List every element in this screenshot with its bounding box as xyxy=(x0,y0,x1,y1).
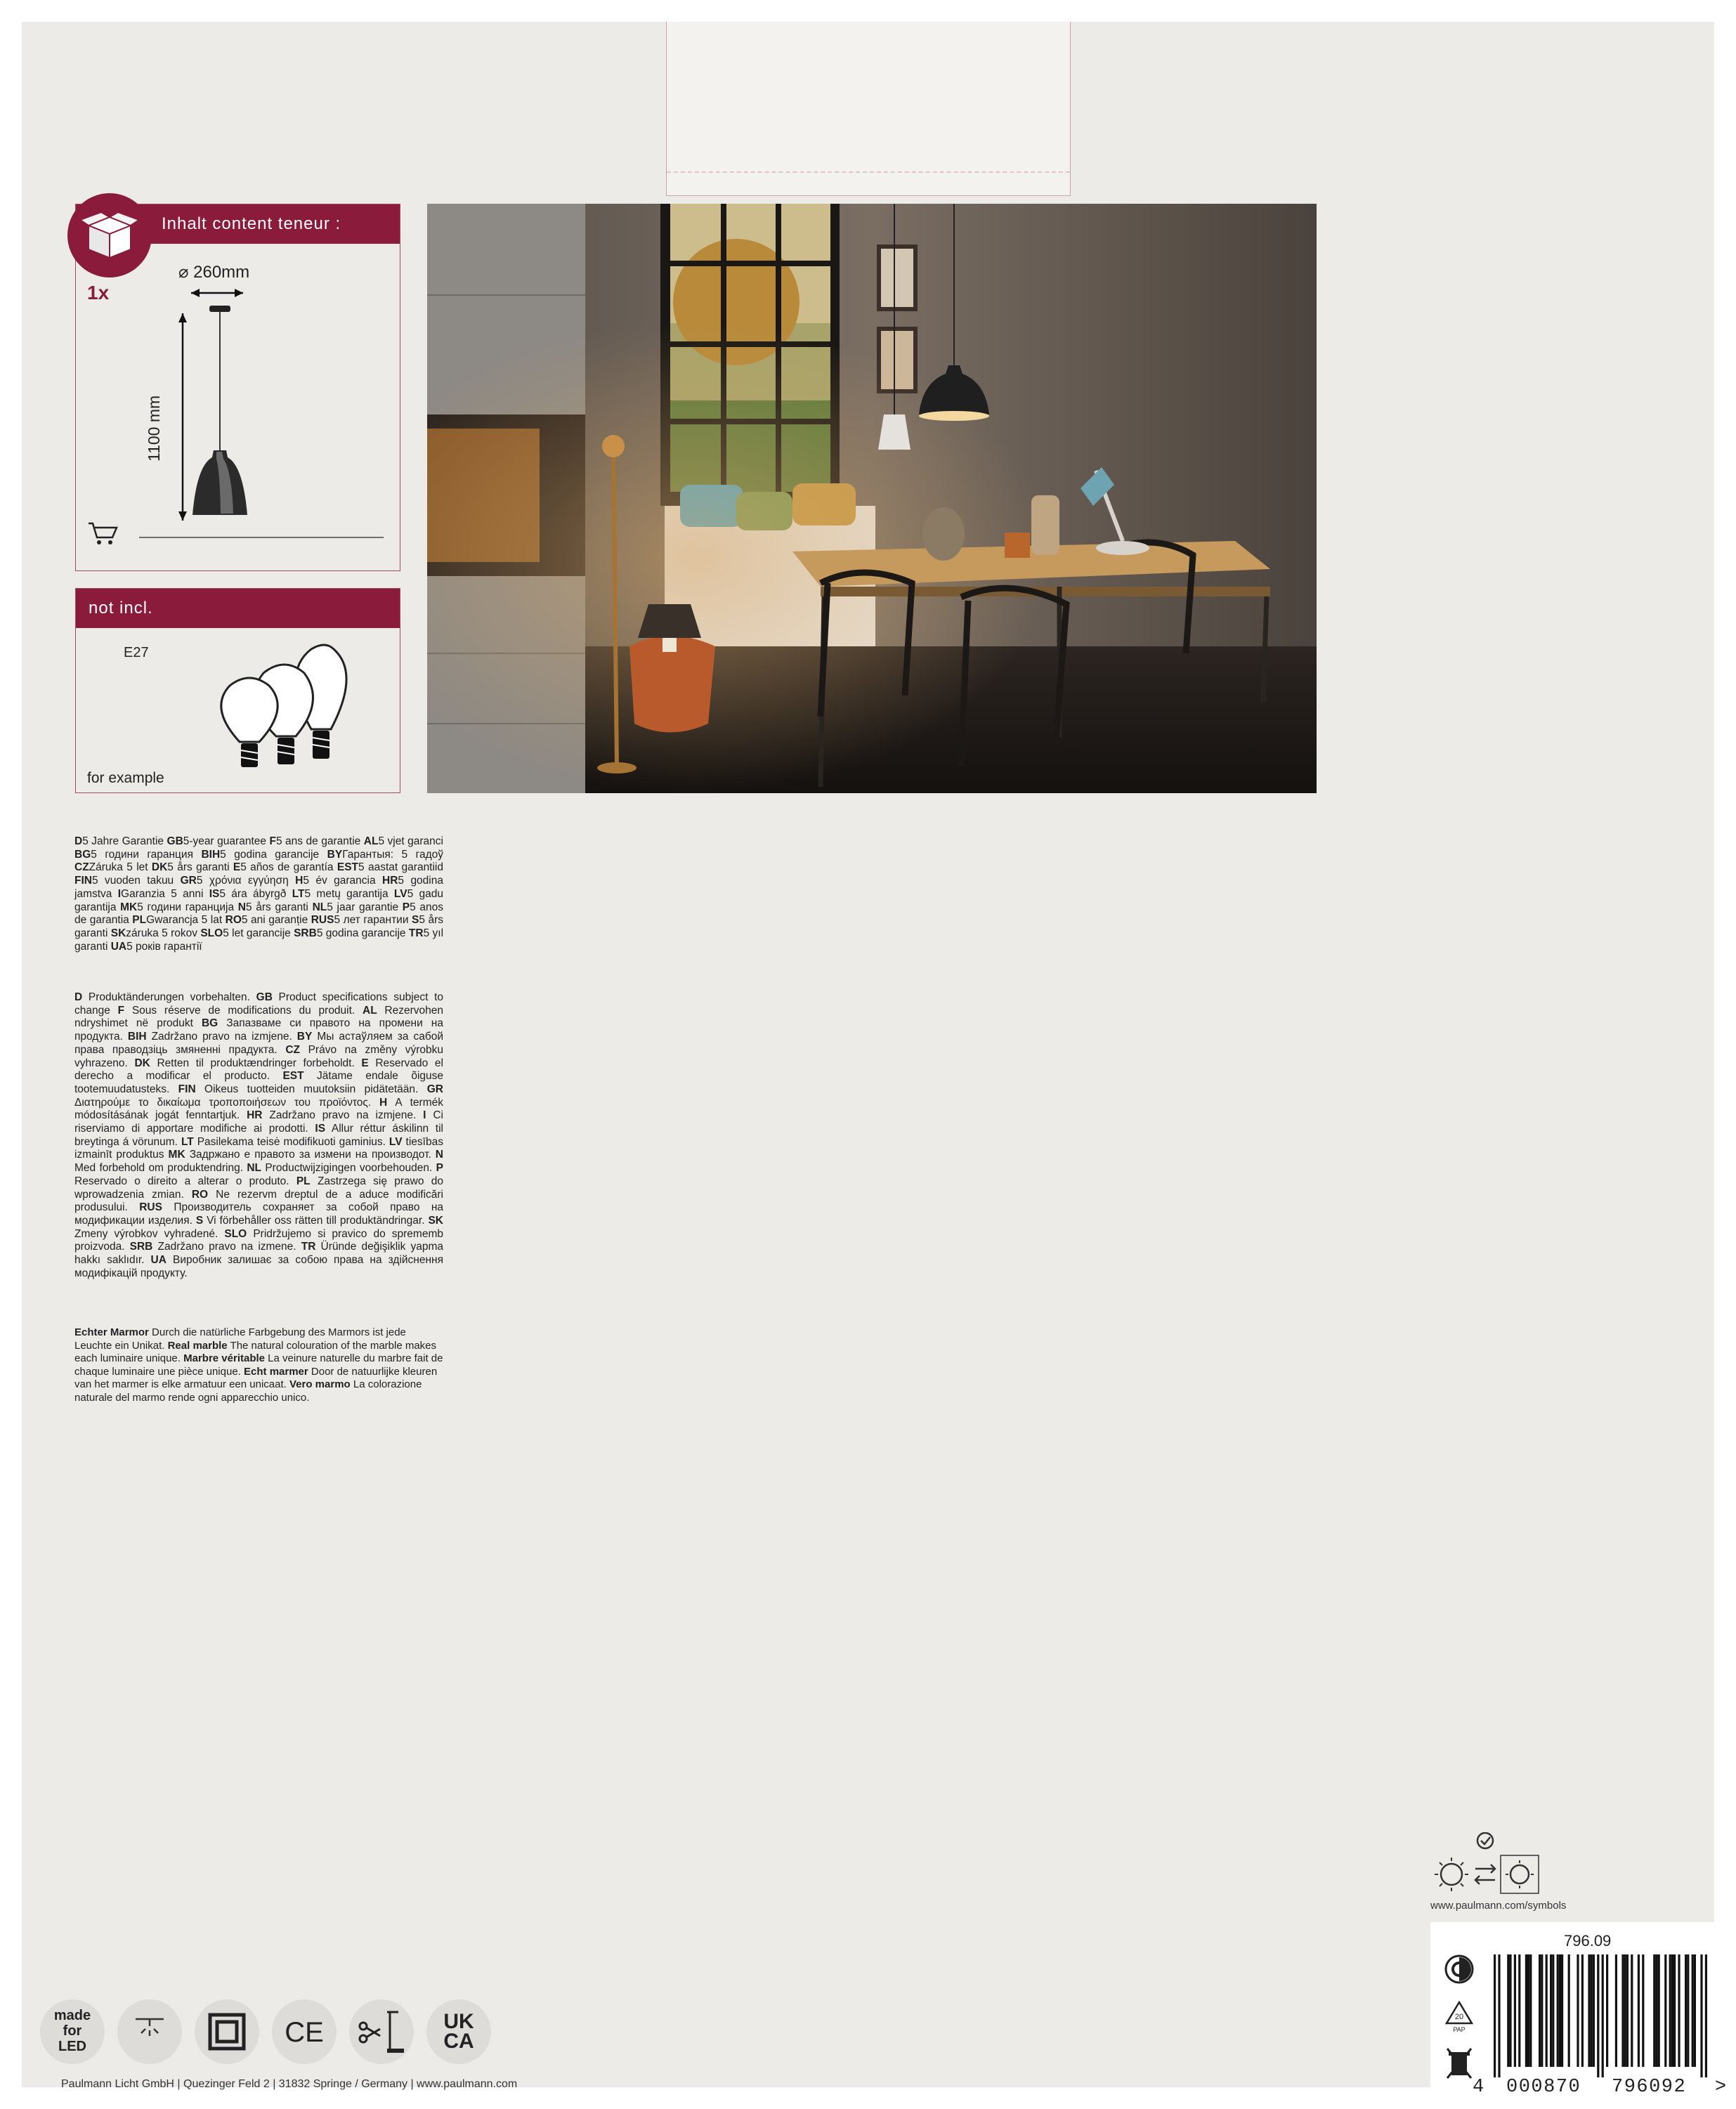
language-text: Allur réttur áskilinn til breytinga á vörunum. xyxy=(74,1123,443,1148)
language-code: DK xyxy=(134,1057,150,1069)
language-text: 5 års garanti xyxy=(245,901,313,913)
language-text: Durch die natürliche Farbgebung des Marmors ist jede Leuchte ein Unikat. xyxy=(74,1326,406,1352)
barcode-bar xyxy=(1494,1954,1496,2077)
language-code: HR xyxy=(247,1109,263,1122)
language-text: Door de natuurlijke kleuren van het marmer is elke armatuur een unicaat. xyxy=(74,1365,438,1390)
language-code: P xyxy=(436,1162,443,1175)
language-text: Pasilekama teisė modifikuoti gaminius. xyxy=(193,1135,389,1148)
language-text: La veinure naturelle du marbre fait de chaque luminaire une pièce unique. xyxy=(74,1352,443,1378)
height-dimension: 1100 mm xyxy=(145,395,163,462)
quantity: 1x xyxy=(87,282,110,303)
language-text: 5 gadu garantija xyxy=(74,887,443,913)
barcode-bar xyxy=(1559,1954,1561,2067)
language-text: 5 års garanti xyxy=(74,914,443,939)
language-code: BG xyxy=(201,1017,218,1030)
language-code: MK xyxy=(120,901,138,913)
barcode-bar xyxy=(1561,1954,1563,2067)
barcode-bar xyxy=(1638,1954,1640,2067)
language-text: Product specifications subject to change xyxy=(74,991,443,1017)
made-label: made xyxy=(53,2008,91,2023)
barcode-bar xyxy=(1664,1954,1666,2067)
language-text: Vi förbehåller oss rätten till produktändringar. xyxy=(203,1214,429,1227)
language-text: 5 років гарантії xyxy=(126,940,202,953)
language-text: 5 χρόνια εγγύηση xyxy=(196,875,296,887)
barcode-bar xyxy=(1498,1954,1500,2077)
barcode-bar xyxy=(1552,1954,1554,2067)
barcode-bar xyxy=(1631,1954,1633,2067)
barcode-bar xyxy=(1581,1954,1584,2067)
language-code: S xyxy=(195,1214,204,1227)
footer-address: Paulmann Licht GmbH | Quezinger Feld 2 | 31832 Springe / Germany | www.paulmann.com xyxy=(61,2078,518,2090)
language-code: HR xyxy=(382,875,398,887)
language-text: tiesības izmainīt produktus xyxy=(74,1135,443,1161)
symbols-url: www.paulmann.com/symbols xyxy=(1430,1900,1567,1912)
language-text: 5 Jahre Garantie xyxy=(82,835,167,847)
barcode-bar xyxy=(1557,1954,1559,2067)
language-code: IS xyxy=(315,1123,326,1135)
language-code: F xyxy=(117,1004,125,1017)
bulbs-icon xyxy=(213,631,367,785)
language-text: La colorazione naturale del marmo rende ogni apparecchio unico. xyxy=(74,1378,422,1404)
shortenable-cable-icon xyxy=(349,1999,414,2064)
language-text: 5 години гаранција xyxy=(137,901,238,913)
packaging-page xyxy=(22,22,1728,2098)
language-code: SK xyxy=(110,927,126,939)
language-code: LT xyxy=(181,1135,194,1148)
cart-icon xyxy=(86,519,119,547)
barcode-bar xyxy=(1669,1954,1671,2067)
barcode-bar xyxy=(1671,1954,1673,2067)
language-text: Zadržano pravo na izmjene. xyxy=(146,1031,297,1043)
language-text: Oikeus tuotteiden muutoksiin pidätetään. xyxy=(195,1083,427,1095)
barcode-bar xyxy=(1673,1954,1676,2067)
barcode-bar xyxy=(1658,1954,1660,2067)
example-note: for example xyxy=(87,770,164,786)
barcode-panel xyxy=(1430,1922,1736,2109)
barcode-bar xyxy=(1678,1954,1680,2067)
barcode-bar xyxy=(1694,1954,1696,2067)
language-code: SLO xyxy=(224,1227,247,1240)
language-text: Ne rezervm dreptul de a aduce modificări produsului. xyxy=(74,1188,443,1214)
language-code: AL xyxy=(363,835,379,847)
language-text: Zadržano pravo na izmjene. xyxy=(262,1109,424,1122)
language-text: 5 let garancije xyxy=(223,927,294,939)
language-code: EST xyxy=(337,861,359,874)
barcode-bar xyxy=(1705,1954,1707,2077)
language-code: MK xyxy=(168,1149,185,1161)
ean-barcode xyxy=(1494,1954,1711,2077)
barcode-bar xyxy=(1602,1954,1604,2077)
language-code: D xyxy=(74,835,83,847)
language-code: I xyxy=(423,1109,426,1122)
language-code: EST xyxy=(282,1070,304,1083)
language-code: RO xyxy=(191,1188,209,1201)
barcode-left-digits: 000870 xyxy=(1506,2077,1581,2098)
barcode-end-mark: > xyxy=(1715,2077,1728,2098)
language-text: 5 metų garantija xyxy=(304,887,394,900)
barcode-bar xyxy=(1577,1954,1579,2067)
language-code: E xyxy=(233,861,241,874)
language-code: SK xyxy=(428,1214,444,1227)
for-label: for xyxy=(63,2023,82,2039)
language-text: 5 godina garancije xyxy=(220,848,327,861)
language-text: Produktänderungen vorbehalten. xyxy=(82,991,256,1003)
language-code: SLO xyxy=(200,927,223,939)
language-code: BIH xyxy=(201,848,221,861)
protection-class-ii-icon xyxy=(195,1999,259,2064)
green-dot-icon xyxy=(1444,1954,1474,1984)
language-code: TR xyxy=(301,1241,316,1253)
ce-label: CE xyxy=(285,2017,324,2048)
language-code: D xyxy=(74,991,83,1003)
contents-header: Inhalt content teneur : xyxy=(76,204,400,244)
language-text: Záruka 5 let xyxy=(89,861,152,874)
language-text: The natural colouration of the marble makes each luminaire unique. xyxy=(74,1339,437,1364)
language-code: Real marble xyxy=(167,1339,228,1352)
language-code: SRB xyxy=(294,927,317,939)
barcode-bar xyxy=(1621,1954,1624,2067)
barcode-bar xyxy=(1546,1954,1548,2067)
language-code: Echter Marmor xyxy=(74,1326,149,1338)
barcode-first-digit: 4 xyxy=(1473,2077,1485,2098)
language-text: Zastrzega się prawo do wprowadzenia zmian. xyxy=(74,1175,443,1201)
barcode-bar xyxy=(1692,1954,1694,2067)
barcode-bar xyxy=(1624,1954,1626,2067)
barcode-bar xyxy=(1539,1954,1541,2067)
language-text: 5 ani garanție xyxy=(241,914,311,927)
barcode-bar xyxy=(1626,1954,1629,2067)
barcode-bar xyxy=(1591,1954,1593,2067)
language-code: BIH xyxy=(127,1031,147,1043)
language-code: I xyxy=(117,887,122,900)
barcode-bar xyxy=(1514,1954,1516,2067)
language-text: Мы астаўляем за сабой права праводзіць змяненні прадукта. xyxy=(74,1031,443,1056)
language-text: Rezervohen ndryshimet në produkt xyxy=(74,1004,444,1030)
not-included-header: not incl. xyxy=(76,589,400,628)
article-number: 796.09 xyxy=(1564,1932,1612,1950)
language-text: 5 godina garancije xyxy=(316,927,409,939)
language-code: UA xyxy=(150,1254,167,1267)
language-text: 5 yıl garanti xyxy=(74,927,444,953)
socket-label: E27 xyxy=(124,645,149,660)
barcode-bar xyxy=(1541,1954,1543,2067)
recycle-20-pap-icon xyxy=(1444,1999,1474,2033)
barcode-bar xyxy=(1655,1954,1657,2067)
language-code: P xyxy=(402,901,410,913)
barcode-bar xyxy=(1687,1954,1689,2067)
language-text: Виробник залишає за собою права на здійснення модифікацій продукту. xyxy=(74,1254,443,1279)
language-code: H xyxy=(295,875,304,887)
barcode-bar xyxy=(1509,1954,1511,2067)
barcode-bar xyxy=(1615,1954,1617,2067)
language-text: Гарантыя: 5 гадоў xyxy=(342,848,443,861)
language-code: UA xyxy=(110,940,127,953)
language-text: Производитель сохраняет за собой право на модификации изделия. xyxy=(74,1201,444,1227)
language-code: BG xyxy=(74,848,91,861)
barcode-bar xyxy=(1597,1954,1599,2077)
language-text: Gwarancja 5 lat xyxy=(146,914,226,927)
language-code: Marbre véritable xyxy=(183,1352,265,1364)
language-text: Zadržano pravo na izmene. xyxy=(152,1241,301,1253)
language-text: 5 vuoden takuu xyxy=(91,875,181,887)
barcode-bar xyxy=(1525,1954,1527,2067)
language-text: 5-year guarantee xyxy=(183,835,270,847)
barcode-bar xyxy=(1527,1954,1529,2067)
barcode-bar xyxy=(1550,1954,1552,2067)
language-code: N xyxy=(237,901,246,913)
not-included-box xyxy=(75,588,400,793)
language-code: F xyxy=(269,835,276,847)
language-text: 5 ans de garantie xyxy=(275,835,364,847)
language-text: 5 godina jamstva xyxy=(74,875,443,900)
language-code: LV xyxy=(389,1135,403,1148)
hang-tab-cutout xyxy=(666,22,1071,196)
barcode-bar xyxy=(1700,1954,1702,2077)
language-code: LT xyxy=(292,887,305,900)
language-code: RUS xyxy=(311,914,334,927)
warranty-text xyxy=(74,835,443,953)
language-code: GR xyxy=(180,875,197,887)
language-code: E xyxy=(361,1057,369,1069)
language-code: H xyxy=(379,1096,388,1109)
recycle-material: PAP xyxy=(1453,2026,1466,2033)
language-code: CZ xyxy=(285,1043,300,1056)
room-photo xyxy=(427,204,1317,793)
barcode-bar xyxy=(1568,1954,1570,2067)
barcode-bar xyxy=(1588,1954,1590,2067)
language-text: Právo na změny výrobku vyhrazeno. xyxy=(74,1043,443,1069)
made-for-led-icon xyxy=(40,1999,105,2064)
language-text: 5 jaar garantie xyxy=(327,901,403,913)
language-code: DK xyxy=(151,861,168,874)
ukca-mark-icon xyxy=(426,1999,491,2064)
language-text: Retten til produktændringer forbeholdt. xyxy=(150,1057,362,1069)
language-text: 5 års garanti xyxy=(167,861,233,874)
language-code: IS xyxy=(209,887,220,900)
language-code: BY xyxy=(296,1031,313,1043)
language-code: FIN xyxy=(74,875,92,887)
barcode-right-digits: 796092 xyxy=(1612,2077,1687,2098)
pendant-lamp-drawing xyxy=(76,204,400,570)
language-code: PL xyxy=(296,1175,311,1187)
product-changes-text xyxy=(74,991,443,1280)
barcode-bar xyxy=(1653,1954,1655,2067)
language-text: Med forbehold om produktendring. xyxy=(74,1162,247,1175)
language-code: Vero marmo xyxy=(289,1378,351,1390)
language-code: Echt marmer xyxy=(244,1365,308,1378)
dimming-symbols-icon xyxy=(1430,1832,1557,1895)
language-code: RUS xyxy=(139,1201,162,1214)
language-text: A termék módosításának jogát fenntartjuk. xyxy=(74,1096,443,1122)
language-text: 5 años de garantía xyxy=(240,861,337,874)
barcode-bar xyxy=(1685,1954,1687,2067)
barcode-bar xyxy=(1593,1954,1595,2067)
language-text: 5 лет гарантии xyxy=(334,914,412,927)
barcode-bar xyxy=(1642,1954,1644,2067)
barcode-bar xyxy=(1507,1954,1509,2067)
language-text: 5 vjet garanci xyxy=(378,835,443,847)
language-text: 5 ára ábyrgð xyxy=(219,887,292,900)
language-text: Jätame endale õiguse tootemuudatusteks. xyxy=(74,1070,444,1095)
language-text: Sous réserve de modifications du produit. xyxy=(124,1004,363,1017)
language-code: SRB xyxy=(129,1241,153,1253)
barcode-bar xyxy=(1606,1954,1608,2067)
barcode-bar xyxy=(1529,1954,1532,2067)
language-text: 5 anos de garantia xyxy=(74,901,444,927)
barcode-bar xyxy=(1518,1954,1520,2067)
ca-label: CA xyxy=(443,2030,474,2053)
language-code: NL xyxy=(312,901,327,913)
language-code: TR xyxy=(408,927,424,939)
language-text: Задржано е правото за измени на производот. xyxy=(185,1149,436,1161)
language-text: Pridržujemo si pravico do sprememb proizvoda. xyxy=(74,1227,443,1253)
ce-mark-icon xyxy=(272,1999,337,2064)
language-text: Διατηρούμε το δικαίωμα τροποποιήσεων του προϊόντος. xyxy=(74,1096,380,1109)
language-code: S xyxy=(412,914,419,927)
language-text: 5 години гаранция xyxy=(91,848,202,861)
language-code: BY xyxy=(327,848,343,861)
language-code: GB xyxy=(167,835,183,847)
language-text: Reservado el derecho a modificar el producto. xyxy=(74,1057,443,1083)
marble-note-text xyxy=(74,1326,443,1404)
ceiling-mount-icon xyxy=(117,1999,182,2064)
language-code: FIN xyxy=(178,1083,196,1095)
language-code: N xyxy=(435,1149,443,1161)
language-text: Garanzia 5 anni xyxy=(121,887,209,900)
led-label: LED xyxy=(58,2039,86,2054)
language-text: 5 év garancia xyxy=(303,875,383,887)
language-text: Üründe değişiklik yapma hakkı saklıdır. xyxy=(74,1241,443,1267)
language-text: Reservado o direito a alterar o produto. xyxy=(74,1175,296,1187)
uk-label: UK xyxy=(443,2010,474,2033)
language-text: Ci riserviamo di apportare modifiche ai prodotti. xyxy=(74,1109,443,1135)
language-text: 5 aastat garantiid xyxy=(358,861,443,874)
recycle-number: 20 xyxy=(1454,2013,1464,2021)
language-code: NL xyxy=(247,1162,262,1175)
language-code: RO xyxy=(225,914,242,927)
language-code: GB xyxy=(256,991,273,1003)
language-code: GR xyxy=(426,1083,443,1095)
contents-box xyxy=(75,204,400,571)
weee-bin-icon xyxy=(1444,2046,1474,2081)
language-code: PL xyxy=(132,914,147,927)
language-text: Запазваме си правото на промени на продукта. xyxy=(74,1017,443,1043)
language-text: Productwijzigingen voorbehouden. xyxy=(261,1162,436,1175)
diameter-dimension: ⌀ 260mm xyxy=(178,263,250,282)
language-code: LV xyxy=(393,887,407,900)
language-text: záruka 5 rokov xyxy=(126,927,201,939)
language-code: CZ xyxy=(74,861,89,874)
language-text: Zmeny výrobkov vyhradené. xyxy=(74,1227,225,1240)
language-code: AL xyxy=(363,1004,377,1017)
